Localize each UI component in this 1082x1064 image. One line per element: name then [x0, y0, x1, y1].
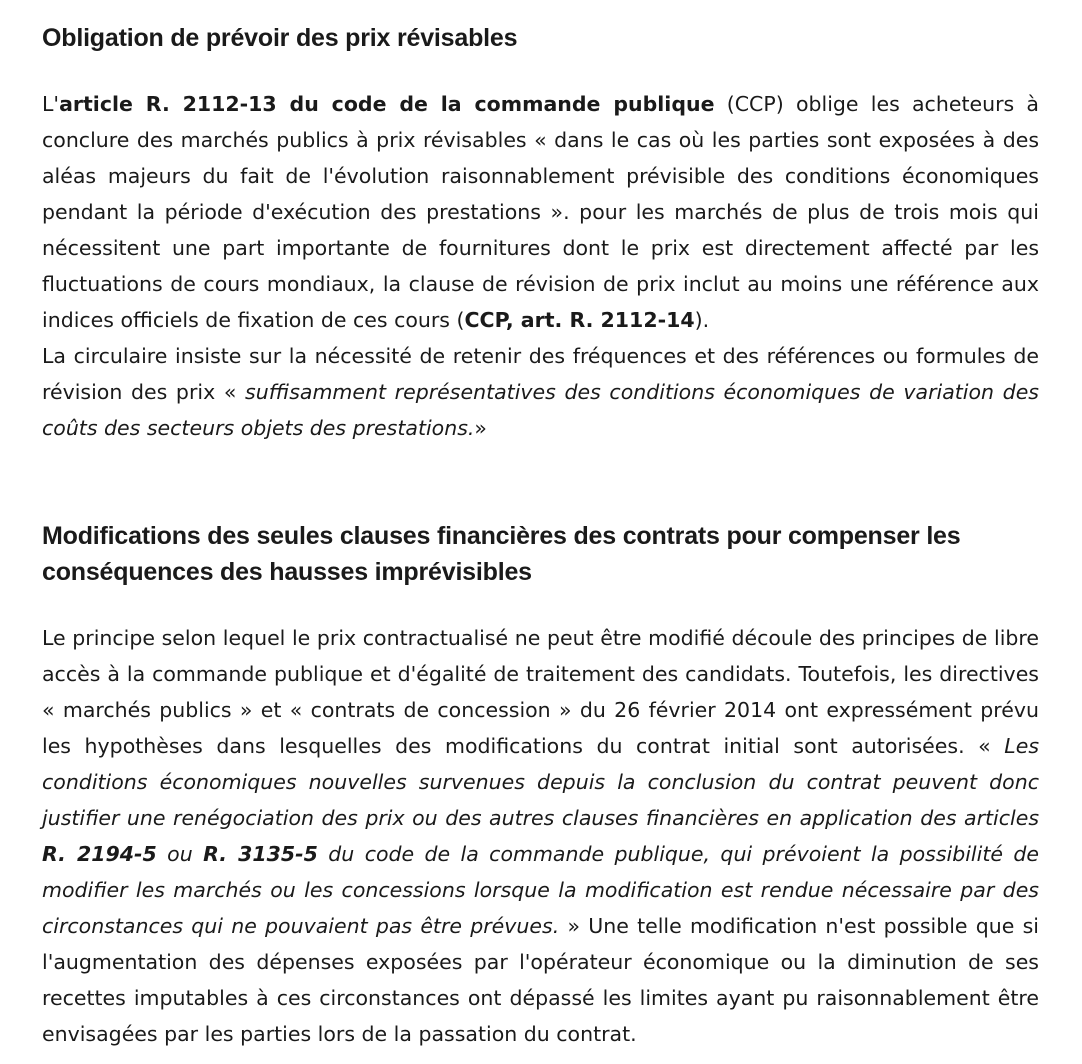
section-heading-price-revision: Obligation de prévoir des prix révisables — [42, 24, 518, 52]
quoted-text: du code de la commande publique, qui prévoient la possibilité de modifier les marchés ou les concessions lorsque la modification est rendue nécessaire par des circonstances qui ne pouvaient pas être prévues. — [42, 842, 1039, 938]
section-spacer — [42, 446, 1039, 518]
quoted-text: Les conditions économiques nouvelles survenues depuis la conclusion du contrat peuvent donc justifier une renégociation des prix ou des autres clauses financières en application des articles — [42, 734, 1039, 830]
paragraph-circular — [42, 338, 1039, 446]
text-run: (CCP) oblige les acheteurs à conclure des marchés publics à prix révisables « dans le cas où les parties sont exposées à des aléas majeurs du fait de l'évolution raisonnablement prévisible des conditions économiques pendant la période d'exécution des prestations ». pour les marchés de plus de trois mois qui nécessitent une part importante de fournitures dont le prix est directement affecté par les fluctuations de cours mondiaux, la clause de révision de prix inclut au moins une référence aux indices officiels de fixation de ces cours ( — [42, 92, 1039, 332]
article-reference-link: article R. 2112-13 du code de la commande publique — [59, 92, 715, 116]
text-run: Le principe selon lequel le prix contractualisé ne peut être modifié découle des principes de libre accès à la commande publique et d'égalité de traitement des candidats. Toutefois, les directives « marchés publics » et « contrats de concession » du 26 février 2014 ont expressément prévu les hypothèses dans lesquelles des modifications du contrat initial sont autorisées. « — [42, 626, 1039, 758]
section-heading-financial-clauses: Modifications des seules clauses financières des contrats pour compenser les conséquences des hausses imprévisibles — [42, 522, 961, 586]
paragraph-price-principle — [42, 620, 1039, 1052]
article-reference — [203, 842, 318, 866]
article-reference-bold: R. 2194-5 — [42, 842, 157, 866]
article-reference: CCP, art. R. 2112-14 — [464, 308, 695, 332]
paragraph-ccp-obligation — [42, 86, 1039, 338]
quoted-text: ou — [156, 842, 204, 866]
text-run: » — [474, 416, 487, 440]
text-run: La circulaire insiste sur la nécessité de retenir des fréquences et des références ou formules de révision des prix « — [42, 344, 1039, 404]
text-run: L' — [42, 92, 60, 116]
quoted-text: suffisamment représentatives des conditions économiques de variation des coûts des secteurs objets des prestations. — [42, 380, 1039, 440]
article-reference-bold: R. 3135-5 — [203, 842, 318, 866]
text-run: » Une telle modification n'est possible que si l'augmentation des dépenses exposées par l'opérateur économique ou la diminution de ses recettes imputables à ces circonstances ont dépassé les limites ayant pu raisonnablement être envisagées par les parties lors de la passation du contrat. — [42, 914, 1039, 1046]
text-run: ). — [694, 308, 710, 332]
article-reference — [42, 842, 157, 866]
